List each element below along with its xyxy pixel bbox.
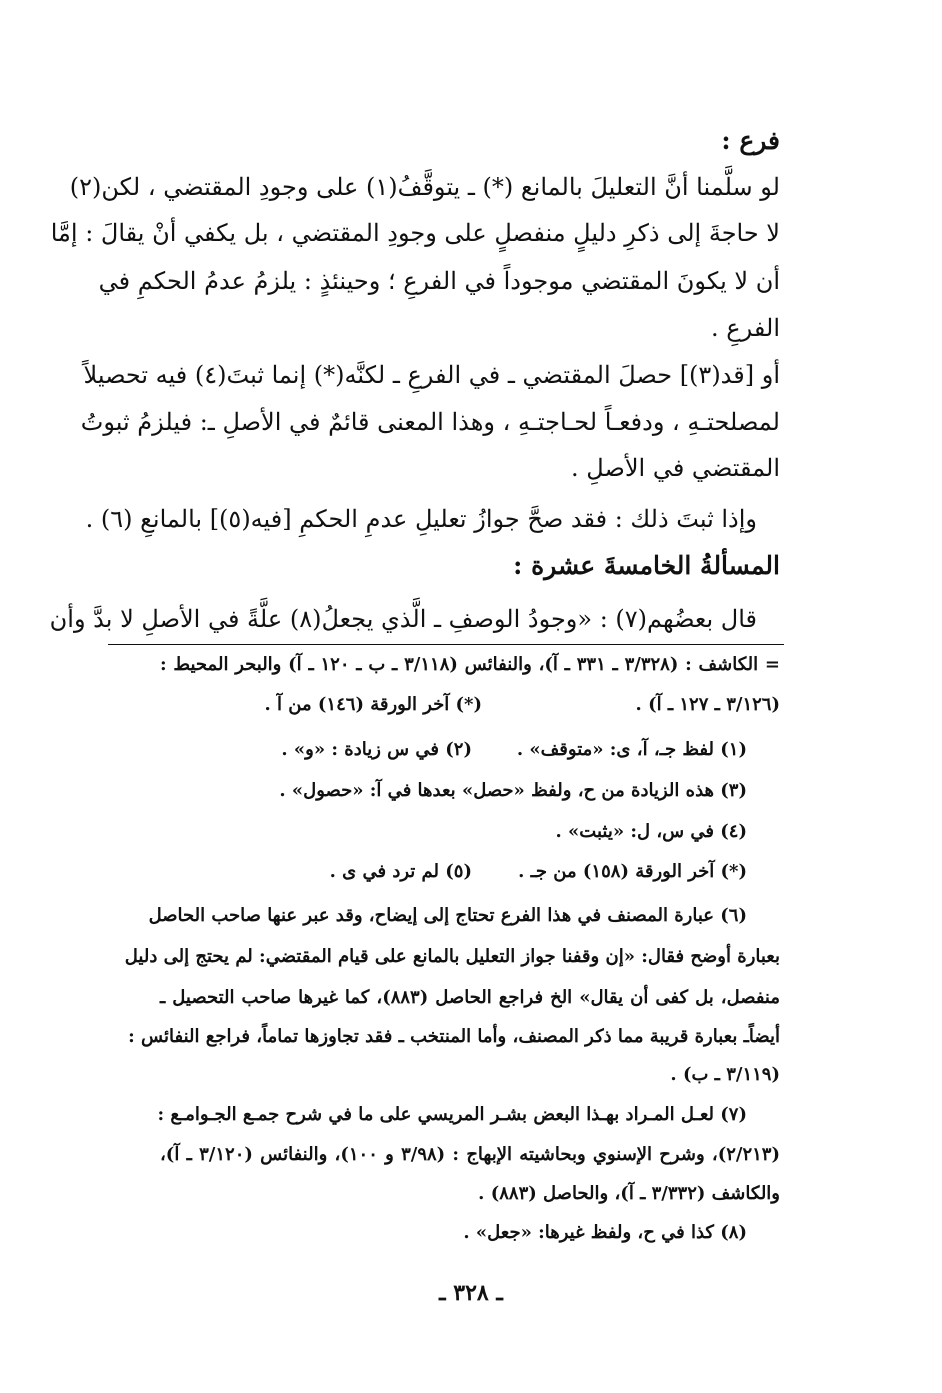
footnote-line: (٤) في س، ل: «يثبت» . <box>555 821 747 842</box>
section-heading: فرع : <box>721 126 780 155</box>
footnote-line: (*) آخر الورقة (١٥٨) من جـ . <box>518 861 747 882</box>
footnote-line: (*) آخر الورقة (١٤٦) من آ . <box>264 694 482 715</box>
body-line: الفرعِ . <box>711 314 780 342</box>
footnote-line: (٢) في س زيادة : «و» . <box>281 739 472 760</box>
footnote-line: (٧) لعـل المـراد بهـذا البعض بشـر المريسي على ما في شرح جمـع الجـوامـع : <box>157 1104 747 1125</box>
footnote-line: (٣) هذه الزيادة من ح، ولفظ «حصل» بعدها في آ: «حصول» . <box>279 780 747 801</box>
body-line: أن لا يكونَ المقتضي موجوداً في الفرعِ ؛ وحينئذٍ : يلزمُ عدمُ الحكمِ في <box>98 267 780 295</box>
body-line: لو سلَّمنا أنَّ التعليلَ بالمانع (*) ـ يتوقَّفُ(١) على وجودِ المقتضي ، لكن(٢) <box>69 173 780 201</box>
body-line: لا حاجةَ إلى ذكرِ دليلٍ منفصلٍ على وجودِ المقتضي ، بل يكفي أنْ يقالَ : إمَّا <box>50 219 780 247</box>
footnote-line: (٦) عبارة المصنف في هذا الفرع تحتاج إلى إيضاح، وقد عبر عنها صاحب الحاصل <box>148 905 747 926</box>
body-line: أو [قد(٣)] حصلَ المقتضي ـ في الفرعِ ـ لكنَّه(*) إنما ثبتَ(٤) فيه تحصيلاً <box>83 361 780 389</box>
footnote-line: (٢/٢١٣)، وشرح الإسنوي وبحاشيته الإبهاج : (٣/٩٨ و ١٠٠)، والنفائس (٣/١٢٠ ـ آ)، <box>160 1144 780 1165</box>
footnote-line: (٣/١١٩ ـ ب) . <box>670 1064 780 1085</box>
page-number: ـ ٣٢٨ ـ <box>439 1280 503 1306</box>
body-line: قال بعضُهم(٧) : «وجودُ الوصفِ ـ الَّذي يجعلُ(٨) علَّةً في الأصلِ لا بدَّ وأن <box>49 605 757 633</box>
body-line: وإذا ثبتَ ذلك : فقد صحَّ جوازُ تعليلِ عدمِ الحكمِ [فيه(٥)] بالمانعِ (٦) . <box>85 505 757 533</box>
body-line: لمصلحتـهِ ، ودفعـاً لحـاجتـهِ ، وهذا المعنى قائمٌ في الأصلِ ـ: فيلزمُ ثبوتُ <box>80 408 780 436</box>
footnote-separator <box>108 644 784 645</box>
footnote-line: والكاشف (٣/٣٣٢ ـ آ)، والحاصل (٨٨٣) . <box>478 1183 780 1204</box>
footnote-line: = الكاشف : (٣/٣٢٨ ـ ٣٣١ ـ آ)، والنفائس (٣/١١٨ ـ ب ـ ١٢٠ ـ آ) والبحر المحيط : <box>160 654 781 675</box>
footnote-line: (٣/١٢٦ ـ ١٢٧ ـ آ) . <box>635 694 780 715</box>
chapter-heading: المسألةُ الخامسةَ عشرة : <box>513 551 780 580</box>
footnote-line: (٥) لم ترد في ى . <box>329 861 472 882</box>
footnote-line: بعبارة أوضح فقال: «إن وقفنا جواز التعليل بالمانع على قيام المقتضي: لم يحتج إلى دليل <box>124 946 780 967</box>
footnote-line: (٨) كذا في ح، ولفظ غيرها: «جعل» . <box>463 1222 747 1243</box>
footnote-line: أيضاًـ بعبارة قريبة مما ذكر المصنف، وأما المنتخب ـ فقد تجاوزها تماماً، فراجع النفائس : <box>128 1026 780 1047</box>
footnote-line: (١) لفظ جـ، آ، ى: «متوقف» . <box>516 739 747 760</box>
body-line: المقتضي في الأصلِ . <box>571 454 780 482</box>
footnote-line: منفصل، بل كفى أن يقال» الخ فراجع الحاصل (٨٨٣)، كما غيرها صاحب التحصيل ـ <box>160 987 780 1008</box>
